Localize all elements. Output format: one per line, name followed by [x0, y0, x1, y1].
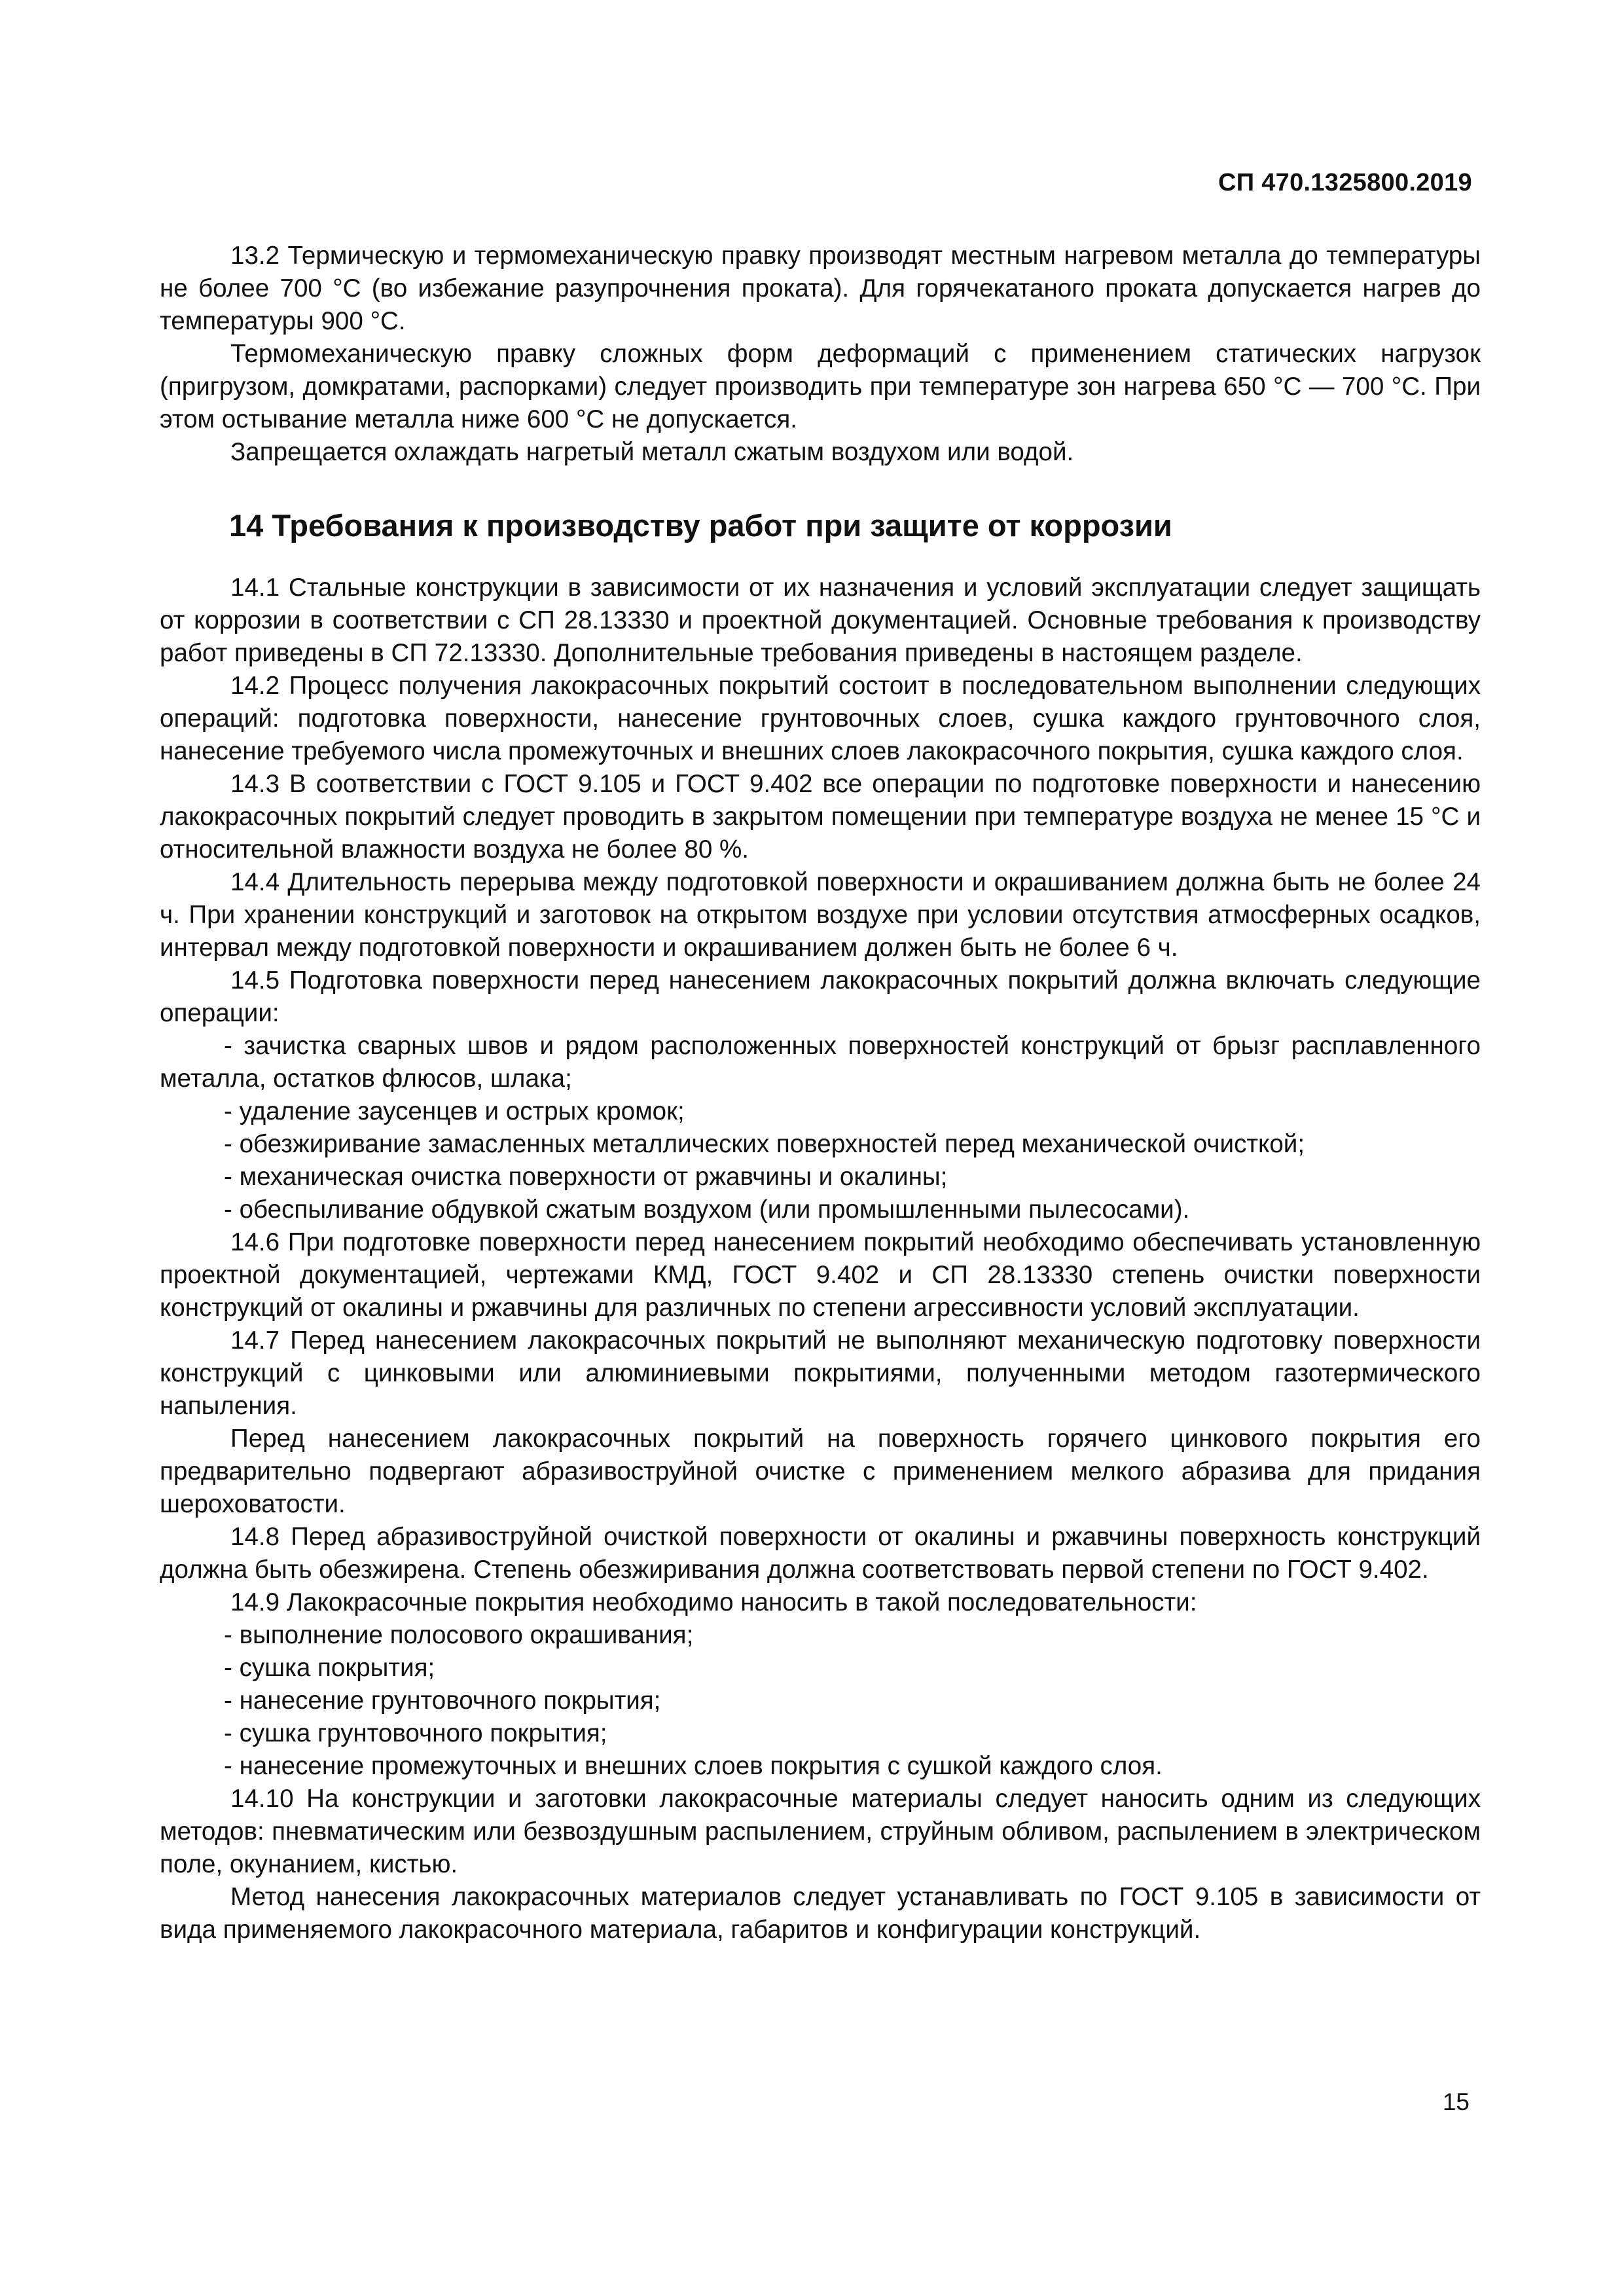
paragraph-14-3: 14.3 В соответствии с ГОСТ 9.105 и ГОСТ 9.402 все операции по подготовке поверхности и нанесению лакокрасочных покрытий следует проводить в закрытом помещении при температуре воздуха не менее 15 °С и относительной влажности воздуха не более 80 %. [160, 770, 1481, 864]
list-item: - нанесение грунтовочного покрытия; [224, 1686, 661, 1715]
list-item: - удаление заусенцев и острых кромок; [224, 1097, 685, 1125]
list-item: - нанесение промежуточных и внешних слоев покрытия с сушкой каждого слоя. [224, 1752, 1163, 1780]
paragraph-14-10: 14.10 На конструкции и заготовки лакокрасочные материалы следует наносить одним из следующих методов: пневматическим или безвоздушным распылением, струйным обливом, распылением в электрическом поле, окунанием, кистью. [160, 1785, 1481, 1878]
paragraph-14-5: 14.5 Подготовка поверхности перед нанесением лакокрасочных покрытий должна включать следующие операции: [160, 966, 1481, 1027]
paragraph-14-10-method: Метод нанесения лакокрасочных материалов следует устанавливать по ГОСТ 9.105 в зависимости от вида применяемого лакокрасочного материала, габаритов и конфигурации конструкций. [160, 1883, 1481, 1944]
page-content [160, 240, 1481, 1946]
list-item: - обеспыливание обдувкой сжатым воздухом (или промышленными пылесосами). [224, 1195, 1190, 1224]
list-item: - сушка грунтовочного покрытия; [224, 1719, 607, 1747]
paragraph-14-7-zinc: Перед нанесением лакокрасочных покрытий на поверхность горячего цинкового покрытия его предварительно подвергают абразивоструйной очистке с применением мелкого абразива для придания шероховатости. [160, 1425, 1481, 1518]
page-number: 15 [1442, 2088, 1470, 2115]
paragraph-14-6: 14.6 При подготовке поверхности перед нанесением покрытий необходимо обеспечивать установленную проектной документацией, чертежами КМД, ГОСТ 9.402 и СП 28.13330 степень очистки поверхности конструкций от окалины и ржавчины для различных по степени агрессивности условий эксплуатации. [160, 1228, 1481, 1322]
paragraph-14-1: 14.1 Стальные конструкции в зависимости от их назначения и условий эксплуатации следует защищать от коррозии в соответствии с СП 28.13330 и проектной документацией. Основные требования к производству работ приведены в СП 72.13330. Дополнительные требования приведены в настоящем разделе. [160, 574, 1481, 667]
paragraph-13-2-thermomechanical: Термомеханическую правку сложных форм деформаций с применением статических нагрузок (пригрузом, домкратами, распорками) следует производить при температуре зон нагрева 650 °С — 700 °С. При этом остывание металла ниже 600 °С не допускается. [160, 340, 1481, 433]
list-item: - обезжиривание замасленных металлических поверхностей перед механической очисткой; [224, 1130, 1305, 1158]
list-item: - выполнение полосового окрашивания; [224, 1621, 694, 1649]
document-code: СП 470.1325800.2019 [1218, 169, 1472, 196]
list-item: - сушка покрытия; [224, 1654, 435, 1682]
paragraph-14-4: 14.4 Длительность перерыва между подготовкой поверхности и окрашиванием должна быть не более 24 ч. При хранении конструкций и заготовок на открытом воздухе при условии отсутствия атмосферных осадков, интервал между подготовкой поверхности и окрашиванием должен быть не более 6 ч. [160, 868, 1481, 962]
section-14-title: 14 Требования к производству работ при защите от коррозии [229, 508, 1172, 543]
paragraph-14-2: 14.2 Процесс получения лакокрасочных покрытий состоит в последовательном выполнении следующих операций: подготовка поверхности, нанесение грунтовочных слоев, сушка каждого грунтовочного слоя, нанесение требуемого числа промежуточных и внешних слоев лакокрасочного покрытия, сушка каждого слоя. [160, 672, 1481, 765]
list-item: - механическая очистка поверхности от ржавчины и окалины; [224, 1163, 948, 1191]
paragraph-14-9: 14.9 Лакокрасочные покрытия необходимо наносить в такой последовательности: [230, 1588, 1197, 1616]
paragraph-13-2-prohibition: Запрещается охлаждать нагретый металл сжатым воздухом или водой. [230, 438, 1074, 466]
list-item: - зачистка сварных швов и рядом расположенных поверхностей конструкций от брызг расплавленного металла, остатков флюсов, шлака; [160, 1032, 1481, 1093]
paragraph-14-8: 14.8 Перед абразивоструйной очисткой поверхности от окалины и ржавчины поверхность конструкций должна быть обезжирена. Степень обезжиривания должна соответствовать первой степени по ГОСТ 9.402. [160, 1523, 1481, 1584]
paragraph-14-7: 14.7 Перед нанесением лакокрасочных покрытий не выполняют механическую подготовку поверхности конструкций с цинковыми или алюминиевыми покрытиями, полученными методом газотермического напыления. [160, 1326, 1481, 1420]
paragraph-13-2: 13.2 Термическую и термомеханическую правку производят местным нагревом металла до температуры не более 700 °С (во избежание разупрочнения проката). Для горячекатаного проката допускается нагрев до температуры 900 °С. [160, 242, 1481, 335]
